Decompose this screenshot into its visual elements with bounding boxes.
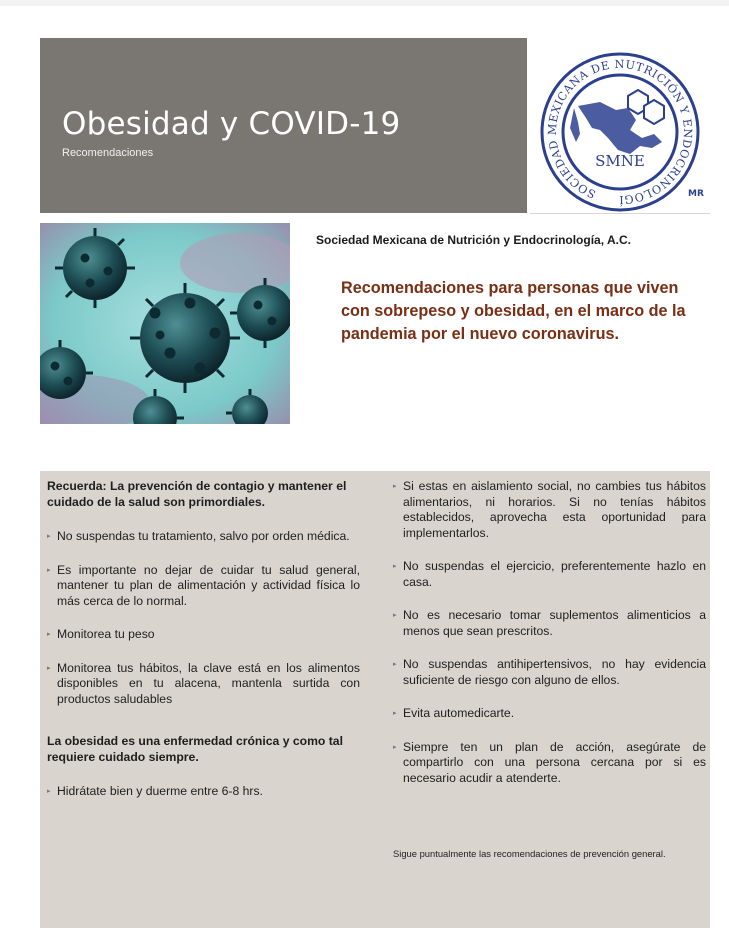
coronavirus-illustration (40, 223, 290, 424)
list-item: ▸ Monitorea tus hábitos, la clave está en los alimentos disponibles en tu alacena, mantenla surtida con productos saludables (47, 660, 360, 706)
footer-note: Sigue puntualmente las recomendaciones de prevención general. (393, 848, 666, 859)
list-item: ▸ No suspendas tu tratamiento, salvo por orden médica. (47, 529, 350, 543)
list-item: ▸ No es necesario tomar suplementos alimenticios a menos que sean prescritos. (393, 608, 706, 638)
bullet-icon: ▸ (47, 631, 51, 638)
list-item: ▸ Siempre ten un plan de acción, asegúrate de compartirlo con una persona cercana por si es necesario acudir a atenderte. (393, 739, 706, 785)
logo-ring-text: SOCIEDAD MEXICANA DE NUTRICIÓN Y ENDOCRINOLOGÍ (545, 57, 695, 207)
smne-logo (530, 38, 710, 212)
bullet-icon: ▸ (393, 563, 397, 570)
right-column (393, 479, 706, 804)
bullet-icon: ▸ (47, 566, 51, 574)
organization-name: Sociedad Mexicana de Nutrición y Endocrinología, A.C. (316, 233, 631, 247)
logo-acronym: SMNE (595, 152, 645, 170)
page-subtitle: Recomendaciones (62, 147, 154, 159)
bullet-icon: ▸ (393, 612, 397, 619)
bullet-icon: ▸ (47, 533, 51, 540)
title-banner (40, 38, 527, 213)
divider (530, 213, 710, 214)
list-item: ▸ Monitorea tu peso (47, 627, 155, 641)
bullet-icon: ▸ (393, 743, 397, 751)
list-item: ▸ Hidrátate bien y duerme entre 6-8 hrs. (47, 784, 263, 798)
list-item: ▸ No suspendas antihipertensivos, no hay evidencia suficiente de riesgo con alguno de ellos. (393, 657, 706, 687)
bullet-icon: ▸ (47, 788, 51, 795)
list-item: ▸ Evita automedicarte. (393, 706, 515, 720)
left-column (47, 479, 360, 818)
list-item: ▸ Si estas en aislamiento social, no cambies tus hábitos alimentarios, ni horarios. Si no tenías hábitos establecidos, aprovecha esta oportunidad para implementarlos. (393, 479, 706, 540)
recommendations-panel (40, 471, 710, 928)
bullet-icon: ▸ (393, 661, 397, 668)
chronic-disease-note: La obesidad es una enfermedad crónica y como tal requiere cuidado siempre. (47, 734, 343, 764)
list-item: ▸ No suspendas el ejercicio, preferentemente hazlo en casa. (393, 559, 706, 589)
page-title: Obesidad y COVID-19 (62, 106, 401, 142)
bullet-icon: ▸ (393, 483, 397, 490)
reminder-note: Recuerda: La prevención de contagio y mantener el cuidado de la salud son primordiales. (47, 479, 347, 509)
headline: Recomendaciones para personas que viven con sobrepeso y obesidad, en el marco de la pandemia por el nuevo coronavirus. (341, 279, 686, 343)
bullet-icon: ▸ (393, 710, 397, 717)
list-item: ▸ Es importante no dejar de cuidar tu salud general, mantener tu plan de alimentación y actividad física lo más cerca de lo normal. (47, 562, 360, 608)
logo-registered-mark: MR (688, 189, 704, 199)
bullet-icon: ▸ (47, 664, 51, 672)
top-edge (0, 0, 729, 6)
